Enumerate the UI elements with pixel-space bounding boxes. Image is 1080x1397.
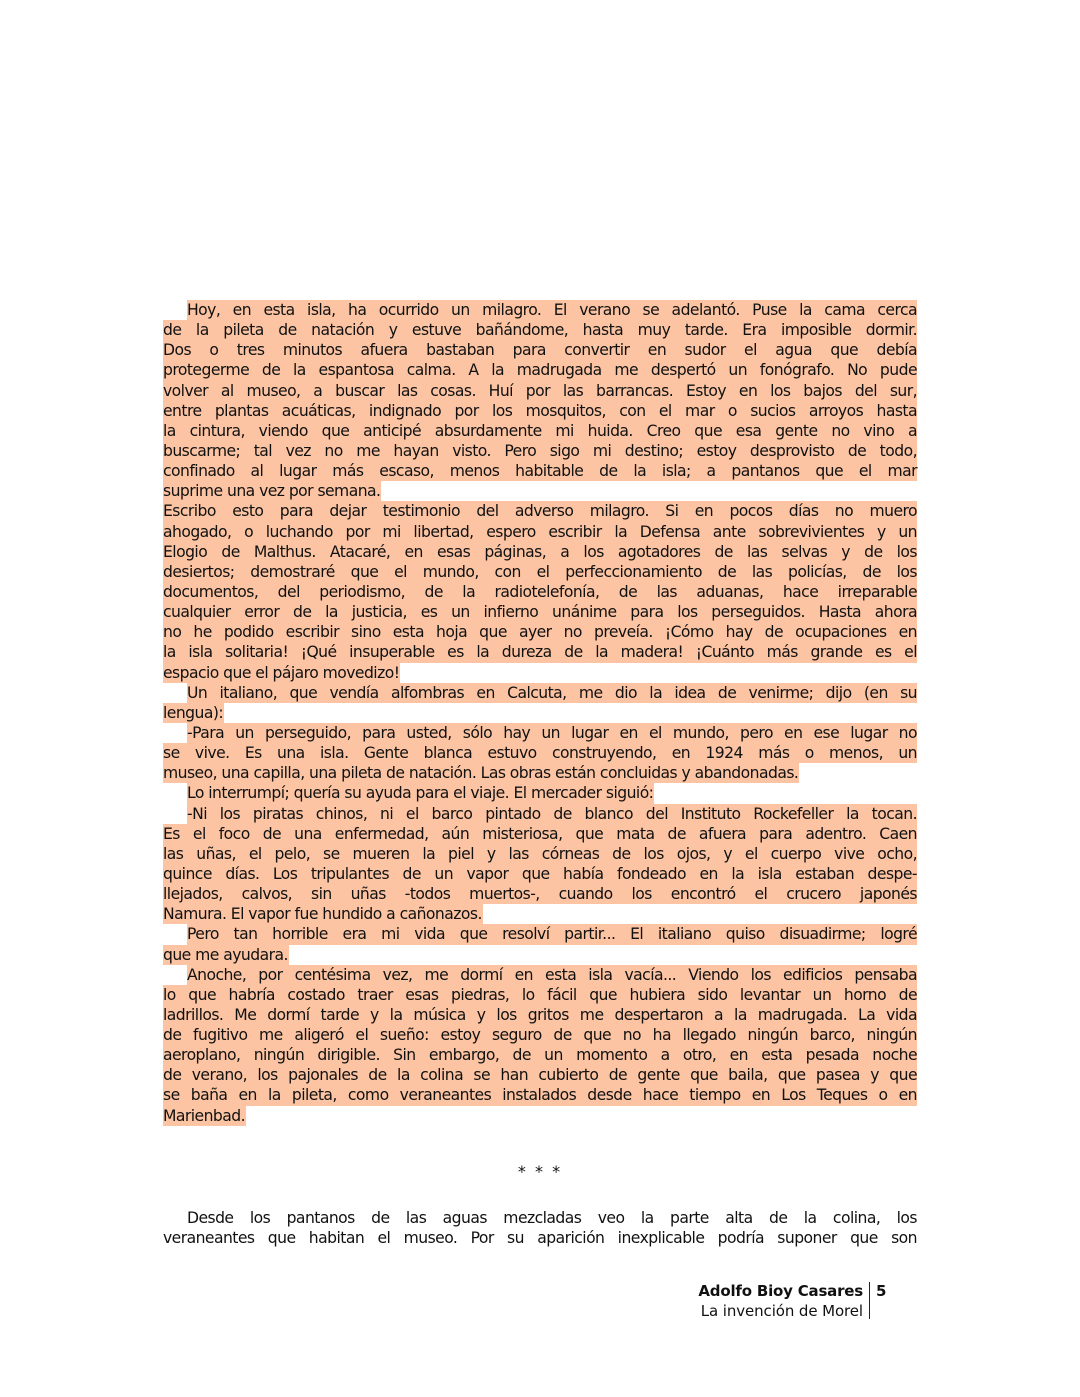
text-line bbox=[163, 300, 917, 320]
text-line bbox=[163, 1208, 917, 1228]
highlighted-text[interactable]: -Ni los piratas chinos, ni el barco pintado de blanco del Instituto Rockefeller la tocan. bbox=[163, 804, 917, 824]
page-number: 5 bbox=[876, 1282, 887, 1300]
highlighted-text[interactable]: que me ayudara. bbox=[163, 945, 288, 964]
paragraph-text[interactable]: veraneantes que habitan el museo. Por su aparición inexplicable podría suponer que son bbox=[163, 1229, 917, 1248]
text-line bbox=[163, 582, 917, 602]
text-line bbox=[163, 461, 917, 481]
text-line bbox=[163, 1106, 917, 1126]
highlighted-text[interactable]: espacio que el pájaro movedizo! bbox=[163, 663, 400, 682]
text-line bbox=[163, 320, 917, 340]
highlighted-text[interactable]: cualquier error de la justicia, es un infierno unánime para los perseguidos. Hasta ahora bbox=[163, 603, 917, 622]
highlighted-text[interactable]: Marienbad. bbox=[163, 1106, 246, 1125]
text-line bbox=[163, 1045, 917, 1065]
highlighted-text[interactable]: entre plantas acuáticas, indignado por los mosquitos, con el mar o sucios arroyos hasta bbox=[163, 401, 917, 420]
text-line bbox=[163, 804, 917, 824]
highlighted-text[interactable]: la cintura, viendo que anticipé absurdamente mi huida. Creo que esa gente no vino a bbox=[163, 421, 917, 440]
highlighted-text[interactable]: volver al museo, a buscar las cosas. Huí por las barrancas. Estoy en los bajos del sur, bbox=[163, 381, 917, 400]
text-line bbox=[163, 743, 917, 763]
highlighted-text[interactable]: lengua): bbox=[163, 703, 224, 722]
page-footer bbox=[600, 1282, 900, 1322]
text-line bbox=[163, 542, 917, 562]
text-line bbox=[163, 945, 917, 965]
highlighted-passage bbox=[163, 300, 917, 1126]
highlighted-text[interactable]: documentos, del periodismo, de la radiotelefonía, de las aduanas, hace irreparable bbox=[163, 582, 917, 601]
text-line bbox=[163, 1228, 917, 1248]
highlighted-text[interactable]: -Para un perseguido, para usted, sólo hay un lugar en el mundo, pero en ese lugar no bbox=[163, 723, 917, 743]
text-line bbox=[163, 763, 917, 783]
paragraph-text[interactable]: Desde los pantanos de las aguas mezcladas veo la parte alta de la colina, los bbox=[187, 1209, 917, 1227]
footer-book-title: La invención de Morel bbox=[700, 1302, 863, 1320]
text-line bbox=[163, 642, 917, 662]
text-line bbox=[163, 985, 917, 1005]
highlighted-text[interactable]: de fugitivo me aligeró el sueño: estoy seguro de que no ha llegado ningún barco, ningún bbox=[163, 1026, 917, 1045]
text-line bbox=[163, 683, 917, 703]
highlighted-text[interactable]: Un italiano, que vendía alfombras en Calcuta, me dio la idea de venirme; dijo (en su bbox=[163, 683, 917, 703]
highlighted-text[interactable]: ahogado, o luchando por mi libertad, espero escribir la Defensa ante sobrevivientes y un bbox=[163, 522, 917, 541]
highlighted-text[interactable]: llejados, calvos, sin uñas -todos muertos-, cuando los encontró el crucero japonés bbox=[163, 885, 917, 904]
highlighted-text[interactable]: Es el foco de una enfermedad, aún misteriosa, que mata de afuera para adentro. Caen bbox=[163, 824, 917, 843]
text-line bbox=[163, 1065, 917, 1085]
text-line bbox=[163, 562, 917, 582]
text-line bbox=[163, 844, 917, 864]
text-line bbox=[163, 663, 917, 683]
footer-author: Adolfo Bioy Casares bbox=[698, 1282, 863, 1300]
highlighted-text[interactable]: lo que habría costado traer esas piedras, lo fácil que hubiera sido levantar un horno de bbox=[163, 985, 917, 1004]
text-line bbox=[163, 602, 917, 622]
highlighted-text[interactable]: confinado al lugar más escaso, menos habitable de la isla; a pantanos que el mar bbox=[163, 462, 917, 481]
text-line bbox=[163, 1085, 917, 1105]
text-line bbox=[163, 522, 917, 542]
footer-divider bbox=[869, 1282, 871, 1319]
highlighted-text[interactable]: se vive. Es una isla. Gente blanca estuvo construyendo, en 1924 más o menos, un bbox=[163, 744, 917, 763]
text-line bbox=[163, 481, 917, 501]
highlighted-text[interactable]: desiertos; demostraré que el mundo, con el perfeccionamiento de las policías, de los bbox=[163, 562, 917, 581]
text-line bbox=[163, 501, 917, 521]
text-line bbox=[163, 904, 917, 924]
text-line bbox=[163, 703, 917, 723]
highlighted-text[interactable]: suprime una vez por semana. bbox=[163, 482, 381, 501]
highlighted-text[interactable]: Dos o tres minutos afuera bastaban para convertir en sudor el agua que debía bbox=[163, 341, 917, 360]
highlighted-text[interactable]: ladrillos. Me dormí tarde y la música y los gritos me despertaron a la madrugada. La vida bbox=[163, 1005, 917, 1024]
text-line bbox=[163, 622, 917, 642]
highlighted-text[interactable]: Namura. El vapor fue hundido a cañonazos. bbox=[163, 905, 482, 924]
highlighted-text[interactable]: de la pileta de natación y estuve bañándome, hasta muy tarde. Era imposible dormir. bbox=[163, 321, 917, 340]
highlighted-text[interactable]: Pero tan horrible era mi vida que resolví partir... El italiano quiso disuadirme; logré bbox=[163, 924, 917, 944]
text-line bbox=[163, 1025, 917, 1045]
text-line bbox=[163, 723, 917, 743]
plain-passage bbox=[163, 1208, 917, 1248]
text-line bbox=[163, 884, 917, 904]
highlighted-text[interactable]: las uñas, el pelo, se mueren la piel y las córneas de los ojos, y el cuerpo vive ocho, bbox=[163, 844, 917, 863]
highlighted-text[interactable]: museo, una capilla, una pileta de natación. Las obras están concluidas y abandonadas. bbox=[163, 764, 799, 783]
highlighted-text[interactable]: aeroplano, ningún dirigible. Sin embargo, de un momento a otro, en esta pesada noche bbox=[163, 1046, 917, 1065]
text-line bbox=[163, 421, 917, 441]
highlighted-text[interactable]: no he podido escribir sino esta hoja que ayer no preveía. ¡Cómo hay de ocupaciones en bbox=[163, 623, 917, 642]
section-separator: * * * bbox=[517, 1162, 563, 1181]
highlighted-text[interactable]: Lo interrumpí; quería su ayuda para el viaje. El mercader siguió: bbox=[163, 783, 654, 803]
text-line bbox=[163, 340, 917, 360]
highlighted-text[interactable]: de verano, los pajonales de la colina se han cubierto de gente que baila, que pasea y que bbox=[163, 1066, 917, 1085]
highlighted-text[interactable]: buscarme; tal vez no me hayan visto. Pero sigo mi destino; estoy desprovisto de todo, bbox=[163, 441, 917, 460]
highlighted-text[interactable]: Hoy, en esta isla, ha ocurrido un milagro. El verano se adelantó. Puse la cama cerca bbox=[163, 300, 917, 320]
text-line bbox=[163, 1005, 917, 1025]
text-line bbox=[163, 441, 917, 461]
text-line bbox=[163, 381, 917, 401]
highlighted-text[interactable]: la isla solitaria! ¡Qué insuperable es la dureza de la madera! ¡Cuánto más grande es el bbox=[163, 643, 917, 662]
highlighted-text[interactable]: Anoche, por centésima vez, me dormí en esta isla vacía... Viendo los edificios pensaba bbox=[163, 965, 917, 985]
text-line bbox=[163, 401, 917, 421]
highlighted-text[interactable]: quince días. Los tripulantes de un vapor que había fondeado en la isla estaban despe- bbox=[163, 864, 917, 883]
highlighted-text[interactable]: Elogio de Malthus. Atacaré, en esas páginas, a los agotadores de las selvas y de los bbox=[163, 542, 917, 561]
text-line bbox=[163, 783, 917, 803]
text-line bbox=[163, 864, 917, 884]
text-line bbox=[163, 924, 917, 944]
highlighted-text[interactable]: protegerme de la espantosa calma. A la madrugada me despertó un fonógrafo. No pude bbox=[163, 361, 917, 380]
text-line bbox=[163, 824, 917, 844]
highlighted-text[interactable]: Escribo esto para dejar testimonio del adverso milagro. Si en pocos días no muero bbox=[163, 502, 917, 521]
text-line bbox=[163, 965, 917, 985]
text-line bbox=[163, 360, 917, 380]
highlighted-text[interactable]: se baña en la pileta, como veraneantes instalados desde hace tiempo en Los Teques o en bbox=[163, 1086, 917, 1105]
